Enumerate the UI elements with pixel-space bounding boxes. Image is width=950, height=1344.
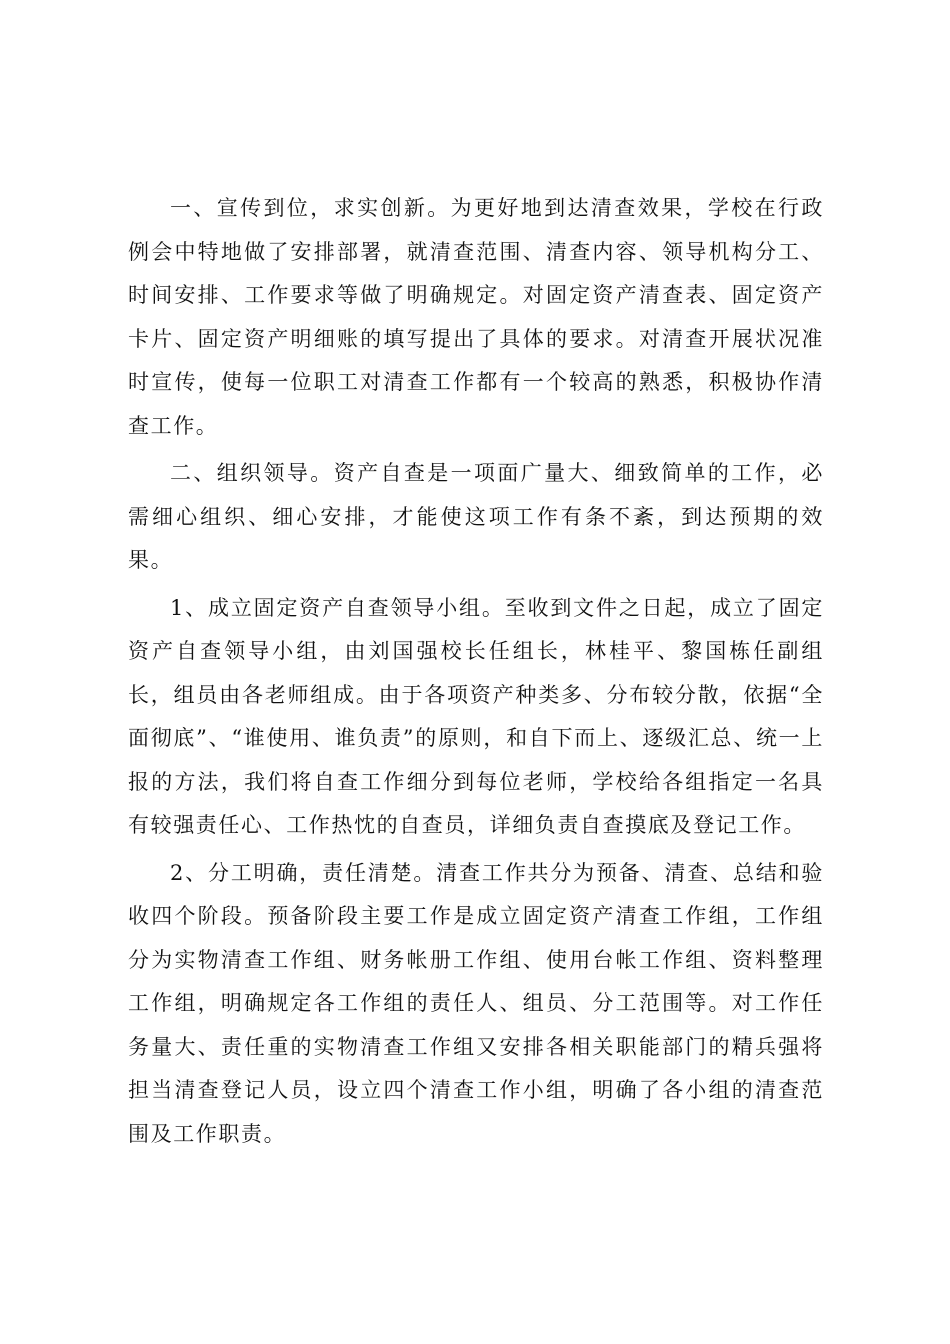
document-body — [128, 187, 824, 1156]
paragraph-organization: 二、组织领导。资产自查是一项面广量大、细致简单的工作，必需细心组织、细心安排，才能使这项工作有条不紊，到达预期的效果。 — [128, 461, 824, 572]
paragraph-division-of-labor: 2、分工明确，责任清楚。清查工作共分为预备、清查、总结和验收四个阶段。预备阶段主要工作是成立固定资产清查工作组，工作组分为实物清查工作组、财务帐册工作组、使用台帐工作组、资料整理工作组，明确规定各工作组的责任人、组员、分工范围等。对工作任务量大、责任重的实物清查工作组又安排各相关职能部门的精兵强将担当清查登记人员，设立四个清查工作小组，明确了各小组的清查范围及工作职责。 — [128, 860, 824, 1146]
paragraph-publicity: 一、宣传到位，求实创新。为更好地到达清查效果，学校在行政例会中特地做了安排部署，就清查范围、清查内容、领导机构分工、时间安排、工作要求等做了明确规定。对固定资产清查表、固定资产卡片、固定资产明细账的填写提出了具体的要求。对清查开展状况准时宣传，使每一位职工对清查工作都有一个较高的熟悉，积极协作清查工作。 — [128, 196, 824, 438]
paragraph-leading-group: 1、成立固定资产自查领导小组。至收到文件之日起，成立了固定资产自查领导小组，由刘国强校长任组长，林桂平、黎国栋任副组长，组员由各老师组成。由于各项资产种类多、分布较分散，依据“全面彻底”、“谁使用、谁负责”的原则，和自下而上、逐级汇总、统一上报的方法，我们将自查工作细分到每位老师，学校给各组指定一名具有较强责任心、工作热忱的自查员，详细负责自查摸底及登记工作。 — [128, 595, 824, 837]
